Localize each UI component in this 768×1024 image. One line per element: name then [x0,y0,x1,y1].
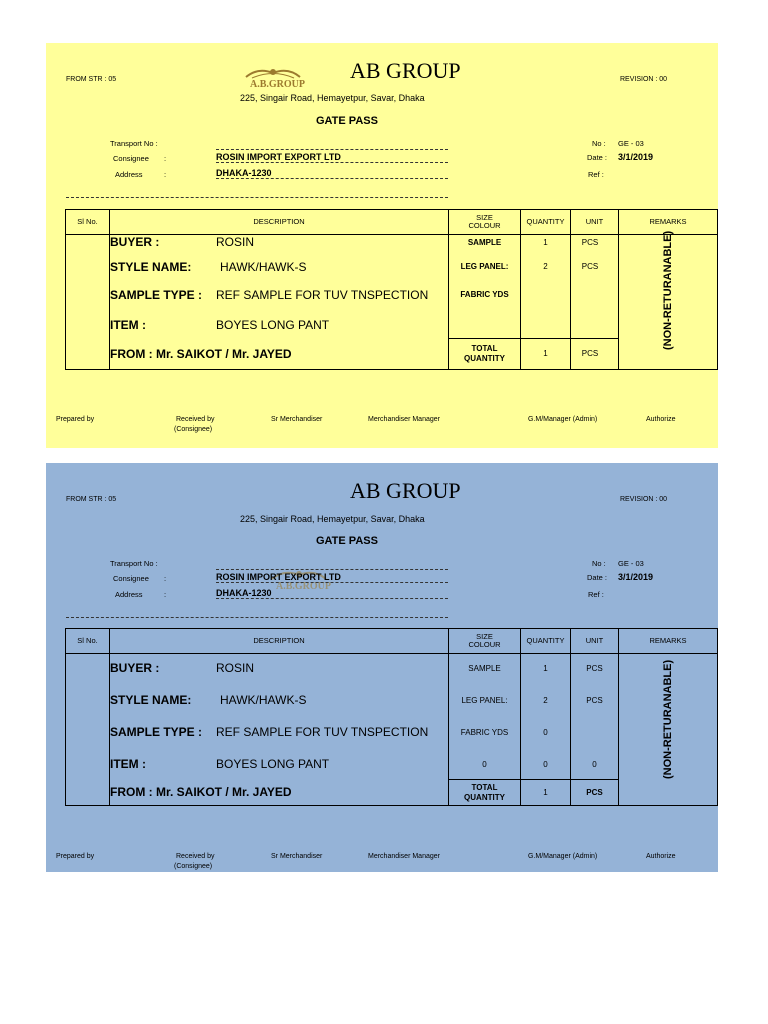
ref-label: Ref : [588,590,604,599]
col-size: SIZE [476,212,493,222]
colon: : [164,590,167,599]
qty-value: 2 [543,262,548,271]
qty-row-4 [520,760,571,769]
consignee-sign: (Consignee) [174,426,213,433]
received-by: Received by [176,416,215,423]
col-unit: UNIT [570,209,619,235]
total-quantity-label [448,344,521,363]
unit-row-2 [570,262,610,271]
qty-row-1 [520,238,571,247]
separator-line [66,617,448,618]
address-label: Address [115,590,143,599]
qty-row-2 [520,696,571,705]
size-row-4 [448,760,521,769]
style-value: HAWK/HAWK-S [220,260,307,274]
logo-text: A.B.GROUP [250,79,305,90]
no-label: No : [592,139,606,148]
unit-value: PCS [586,664,603,673]
total-unit-value: PCS [581,349,599,358]
gate-no: GE - 03 [618,139,644,148]
colon: : [164,170,167,179]
doc-title: GATE PASS [316,115,378,127]
buyer-value: ROSIN [216,661,255,675]
size-row-3 [448,728,521,737]
qty-value: 0 [543,728,548,737]
size-sample: SAMPLE [467,238,502,247]
qty-value: 1 [543,238,548,247]
quantity-label: QUANTITY [464,792,505,802]
consignee-value: ROSIN IMPORT EXPORT LTD [216,152,448,163]
size-row-2 [448,262,521,271]
gate-pass-blue [46,463,718,872]
date-value: 3/1/2019 [618,152,654,162]
authorize: Authorize [646,416,676,423]
sample-type-value: REF SAMPLE FOR TUV TNSPECTION [216,288,429,302]
qty-value: 1 [543,664,548,673]
merchandiser-manager: Merchandiser Manager [368,853,440,860]
remarks-text: (NON-RETURANABLE) [662,659,674,779]
no-label: No : [592,559,606,568]
size-value: 0 [482,760,487,769]
col-size: SIZE [476,631,493,641]
col-size-colour [448,209,521,235]
qty-cell [520,234,571,339]
colon: : [164,574,167,583]
consignee-sign: (Consignee) [174,863,213,870]
company-name: AB GROUP [350,478,461,503]
total-unit [570,349,610,358]
date-label: Date : [587,153,608,162]
buyer-label: BUYER : [110,661,160,675]
colon: : [164,154,167,163]
date-value: 3/1/2019 [618,572,654,582]
sample-type-label: SAMPLE TYPE : [110,288,203,302]
buyer-label: BUYER : [110,235,160,249]
total-unit-value: PCS [586,788,603,797]
address-value: DHAKA-1230 [216,168,448,179]
col-quantity: QUANTITY [520,628,571,654]
merchandiser-manager: Merchandiser Manager [368,416,440,423]
col-sl: Sl No. [65,209,110,235]
from-line: FROM : Mr. SAIKOT / Mr. JAYED [110,785,292,799]
company-address: 225, Singair Road, Hemayetpur, Savar, Dhaka [240,514,425,524]
col-colour: COLOUR [468,640,501,649]
address-value: DHAKA-1230 [216,588,448,599]
gm-manager: G.M/Manager (Admin) [528,416,598,423]
col-size-colour [448,628,521,654]
sl-cell [65,653,110,806]
remarks-text: (NON-RETURANABLE) [662,230,674,350]
total-label: TOTAL [471,344,498,353]
item-label: ITEM : [110,318,146,332]
style-label: STYLE NAME: [110,693,192,707]
received-by: Received by [176,853,215,860]
col-description: DESCRIPTION [109,628,449,654]
unit-value: PCS [586,696,603,705]
col-remarks: REMARKS [618,628,718,654]
col-sl: Sl No. [65,628,110,654]
total-qty-value: 1 [543,349,548,358]
address-label: Address [115,170,143,179]
quantity-label: QUANTITY [464,353,505,363]
col-unit: UNIT [570,628,619,654]
total-unit [570,788,619,797]
from-str: FROM STR : 05 [66,76,117,83]
sample-type-value: REF SAMPLE FOR TUV TNSPECTION [216,725,429,739]
col-remarks: REMARKS [618,209,718,235]
qty-value: 0 [543,760,548,769]
transport-line [216,149,448,150]
qty-row-3 [520,728,571,737]
unit-row-1 [570,238,610,247]
consignee-value: ROSIN IMPORT EXPORT LTD [216,572,448,583]
prepared-by: Prepared by [56,416,95,423]
transport-line [216,569,448,570]
gate-no: GE - 03 [618,559,644,568]
transport-label: Transport No : [110,139,158,148]
size-row-2 [448,696,521,705]
transport-label: Transport No : [110,559,158,568]
from-line: FROM : Mr. SAIKOT / Mr. JAYED [110,347,292,361]
revision: REVISION : 00 [620,496,668,503]
prepared-by: Prepared by [56,853,95,860]
qty-row-1 [520,664,571,673]
total-qty-value: 1 [543,788,548,797]
size-leg-panel: LEG PANEL: [460,262,509,271]
style-label: STYLE NAME: [110,260,192,274]
sr-merchandiser: Sr Merchandiser [271,416,323,423]
size-leg-panel: LEG PANEL: [461,696,508,705]
unit-row-1 [570,664,619,673]
item-label: ITEM : [110,757,146,771]
doc-title: GATE PASS [316,535,378,547]
unit-value: 0 [592,760,597,769]
qty-row-2 [520,262,571,271]
company-logo [238,65,308,91]
buyer-value: ROSIN [216,235,255,249]
gm-manager: G.M/Manager (Admin) [528,853,598,860]
total-qty [520,349,571,358]
col-description: DESCRIPTION [109,209,449,235]
item-value: BOYES LONG PANT [216,318,330,332]
size-row-1 [448,238,521,247]
size-row-3 [448,290,521,299]
size-row-1 [448,664,521,673]
logo-text: A.B.GROUP [276,581,331,592]
unit-cell [570,234,619,339]
authorize: Authorize [646,853,676,860]
unit-value: PCS [581,262,599,271]
company-name: AB GROUP [350,58,461,83]
ref-label: Ref : [588,170,604,179]
size-sample: SAMPLE [468,664,501,673]
style-value: HAWK/HAWK-S [220,693,307,707]
size-fabric-yds: FABRIC YDS [460,290,509,299]
item-value: BOYES LONG PANT [216,757,330,771]
total-quantity-label [448,783,521,802]
unit-row-4 [570,760,619,769]
total-qty [520,788,571,797]
sample-type-label: SAMPLE TYPE : [110,725,203,739]
qty-value: 2 [543,696,548,705]
sr-merchandiser: Sr Merchandiser [271,853,323,860]
total-label: TOTAL [471,783,498,792]
consignee-label: Consignee [113,574,149,583]
unit-row-2 [570,696,619,705]
revision: REVISION : 00 [620,76,668,83]
from-str: FROM STR : 05 [66,496,117,503]
size-fabric-yds: FABRIC YDS [460,728,509,737]
col-quantity: QUANTITY [520,209,571,235]
col-colour: COLOUR [468,221,501,230]
consignee-label: Consignee [113,154,149,163]
company-address: 225, Singair Road, Hemayetpur, Savar, Dhaka [240,93,425,103]
gate-pass-yellow [46,43,718,448]
sl-cell [65,234,110,370]
unit-value: PCS [581,238,599,247]
size-cell [448,234,521,339]
date-label: Date : [587,573,608,582]
separator-line [66,197,448,198]
